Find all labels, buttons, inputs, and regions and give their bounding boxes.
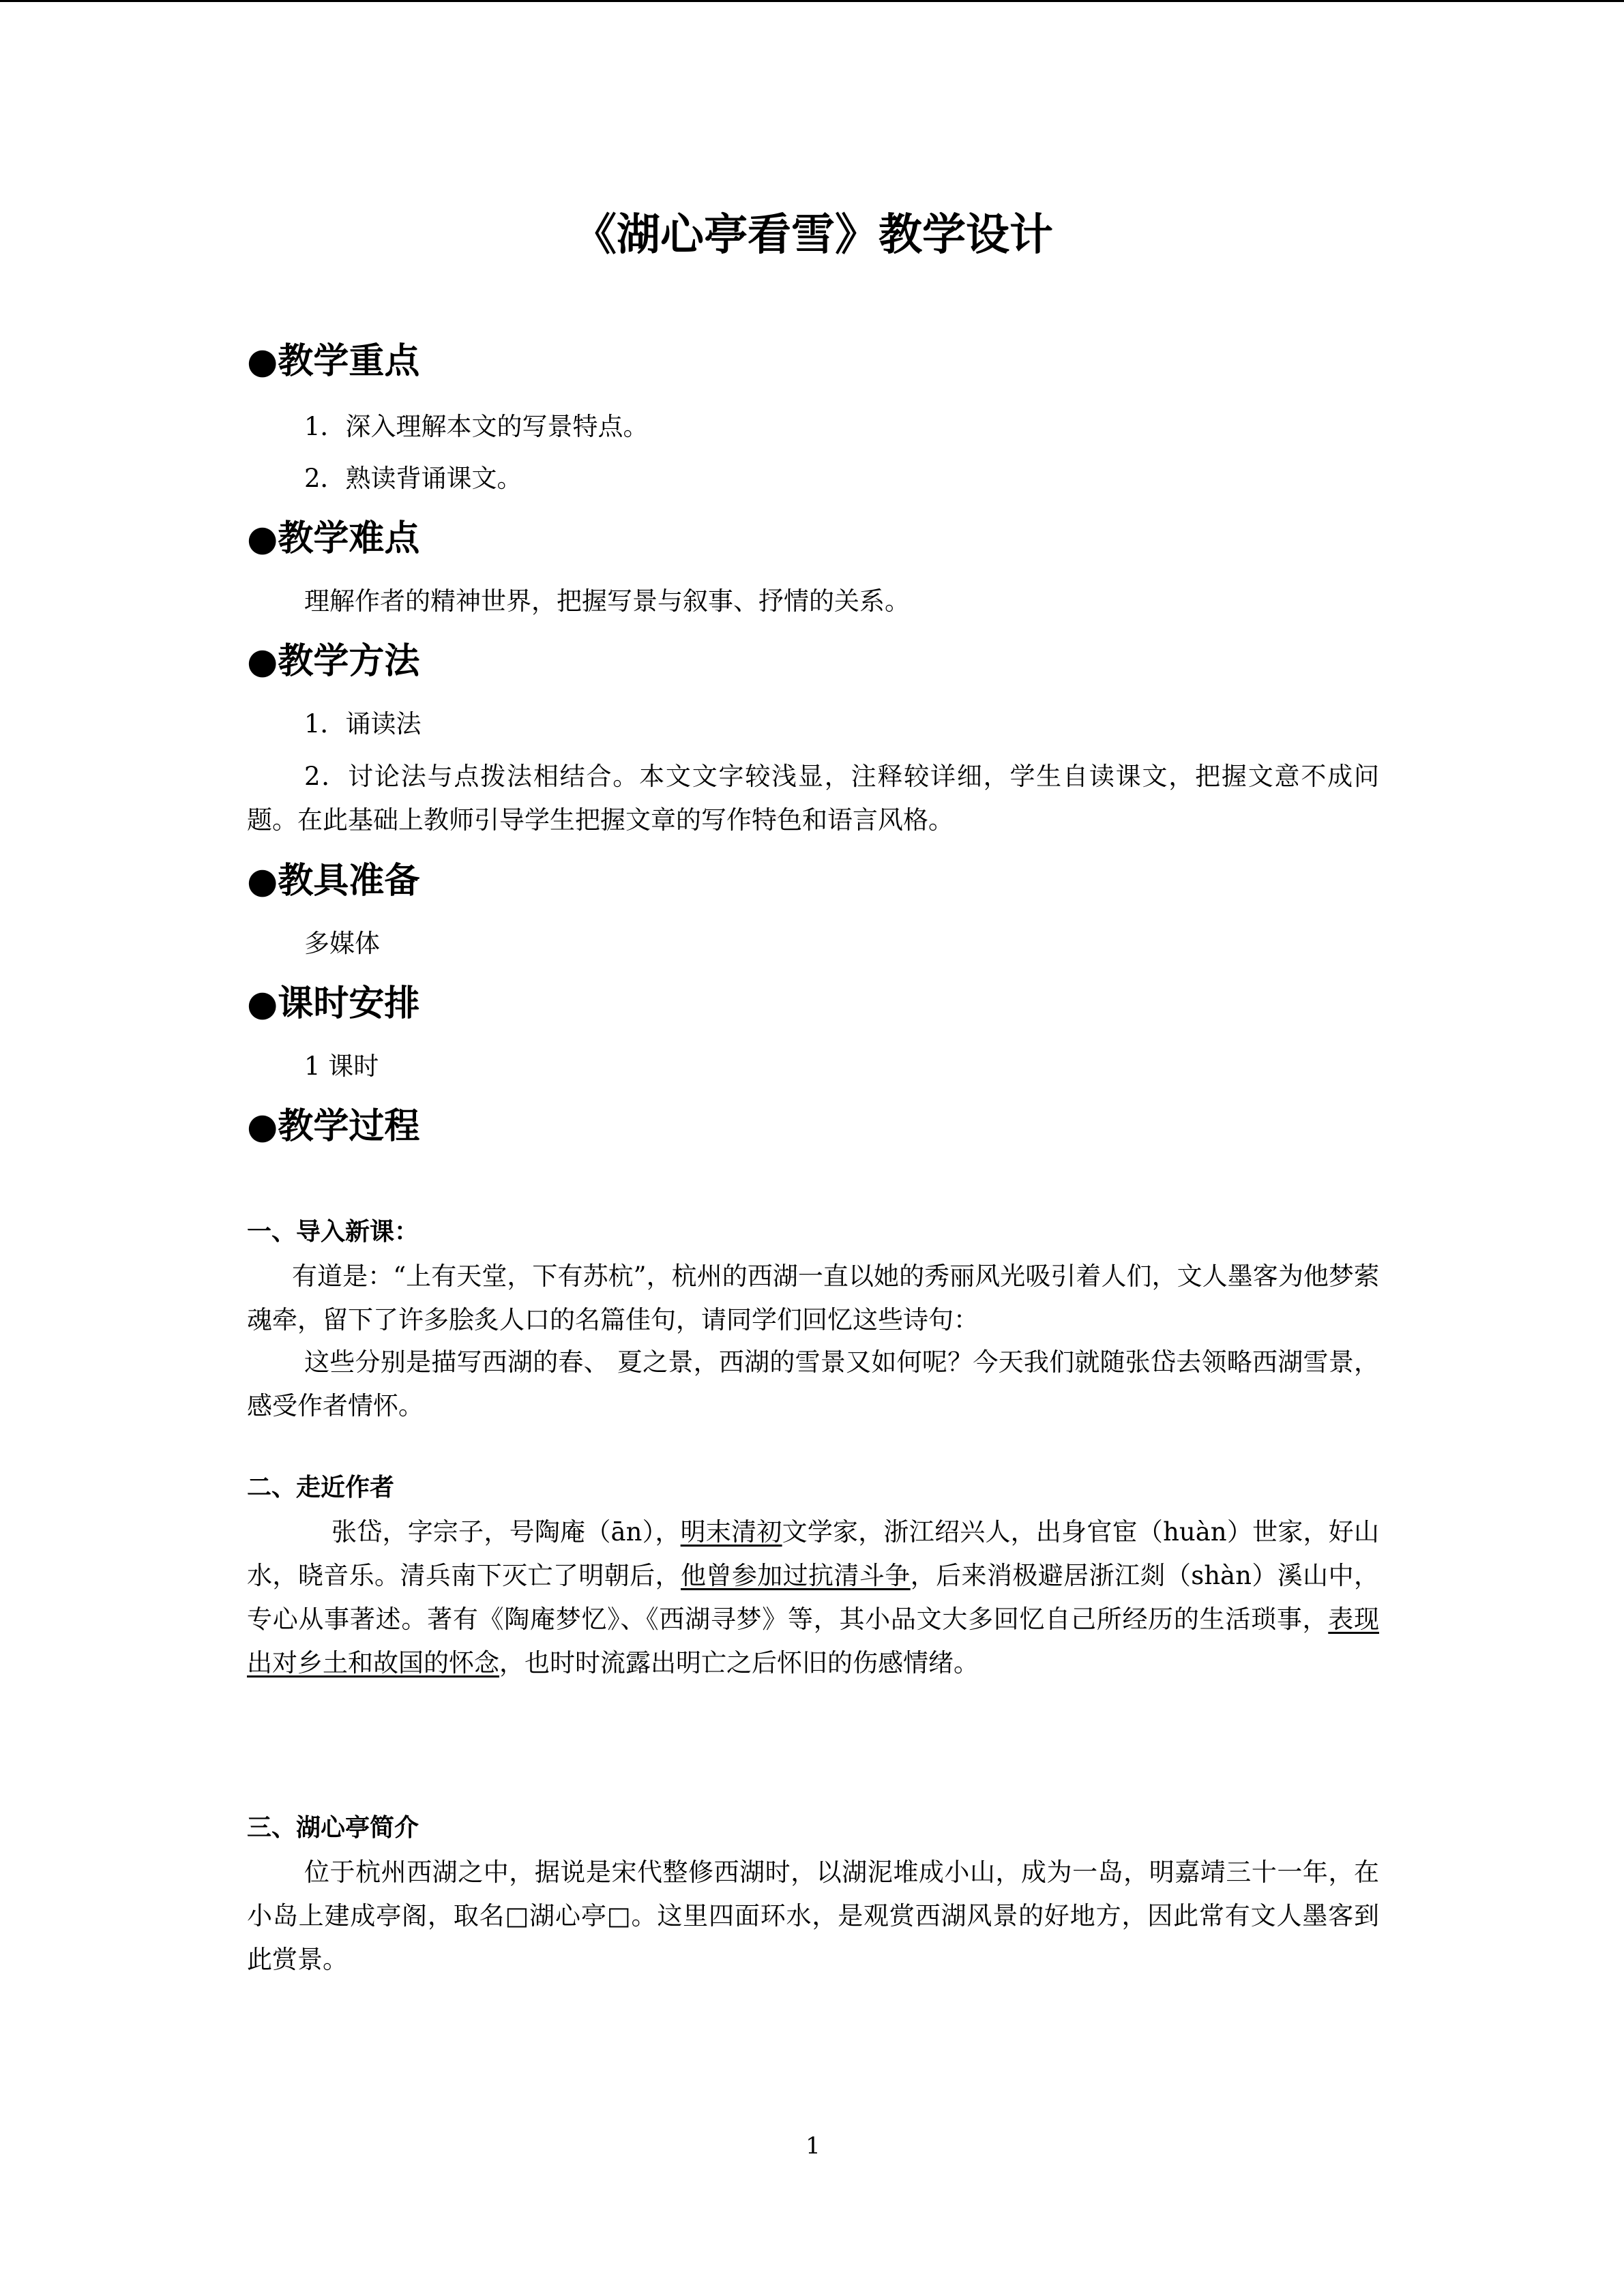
focus-item-1: 1．深入理解本文的写景特点。 (304, 412, 649, 441)
heading-teaching-method: ●教学方法 (247, 641, 420, 682)
step-intro-para-1: 有道是：“上有天堂，下有苏杭”，杭州的西湖一直以她的秀丽风光吸引着人们，文人墨客为他梦萦魂牵，留下了许多脍炙人口的名篇佳句，请同学们回忆这些诗句： (247, 1262, 1379, 1335)
step-author-heading: 二、走近作者 (247, 1474, 395, 1502)
author-text-2: 文学家，浙江绍兴人，出身官宦（huàn）世家，好山水，晓音乐。清兵南下灭亡了明朝后， (247, 1517, 1380, 1590)
heading-class-schedule: ●课时安排 (247, 983, 420, 1024)
heading-teaching-process: ●教学过程 (247, 1106, 420, 1147)
author-underline-nostalgia: 表现出对乡土和故国的怀念 (247, 1605, 1380, 1678)
page-top-border (0, 0, 1624, 2)
author-text-1: 张岱，字宗子，号陶庵（ān）， (331, 1517, 681, 1547)
focus-item-2: 2．熟读背诵课文。 (304, 464, 522, 493)
heading-teaching-difficulty: ●教学难点 (247, 518, 420, 559)
document-title: 《湖心亭看雪》教学设计 (573, 210, 1053, 260)
difficulty-text: 理解作者的精神世界，把握写景与叙事、抒情的关系。 (304, 586, 910, 616)
method-item-2: 2．讨论法与点拨法相结合。本文文字较浅显，注释较详细，学生自读课文，把握文意不成问题。在此基础上教师引导学生把握文章的写作特色和语言风格。 (247, 762, 1379, 835)
author-underline-era: 明末清初 (680, 1517, 782, 1547)
heading-teaching-tools: ●教具准备 (247, 861, 420, 901)
author-text-3: ，后来消极避居浙江剡（shàn）溪山中，专心从事著述。著有《陶庵梦忆》、《西湖寻梦》等，其小品文大多回忆自己所经历的生活琐事， (247, 1561, 1379, 1634)
step-pavilion-heading: 三、湖心亭简介 (247, 1814, 419, 1842)
step-intro-para-2: 这些分别是描写西湖的春、 夏之景，西湖的雪景又如何呢？今天我们就随张岱去领略西湖雪景，感受作者情怀。 (247, 1347, 1379, 1420)
author-text-4: ，也时时流露出明亡之后怀旧的伤感情绪。 (499, 1648, 979, 1678)
schedule-text: 1 课时 (304, 1052, 379, 1081)
method-item-1: 1．诵读法 (304, 709, 422, 739)
author-underline-resistance: 他曾参加过抗清斗争 (681, 1561, 911, 1590)
heading-teaching-focus: ●教学重点 (247, 341, 420, 382)
page-number: 1 (806, 2132, 821, 2160)
tools-text: 多媒体 (304, 929, 380, 958)
step-author-para (247, 1510, 1379, 1685)
step-intro-heading: 一、导入新课： (247, 1218, 419, 1246)
step-pavilion-para: 位于杭州西湖之中，据说是宋代整修西湖时，以湖泥堆成小山，成为一岛，明嘉靖三十一年，在小岛上建成亭阁，取名□湖心亭□。这里四面环水，是观赏西湖风景的好地方，因此常有文人墨客到此赏景。 (247, 1858, 1379, 1974)
